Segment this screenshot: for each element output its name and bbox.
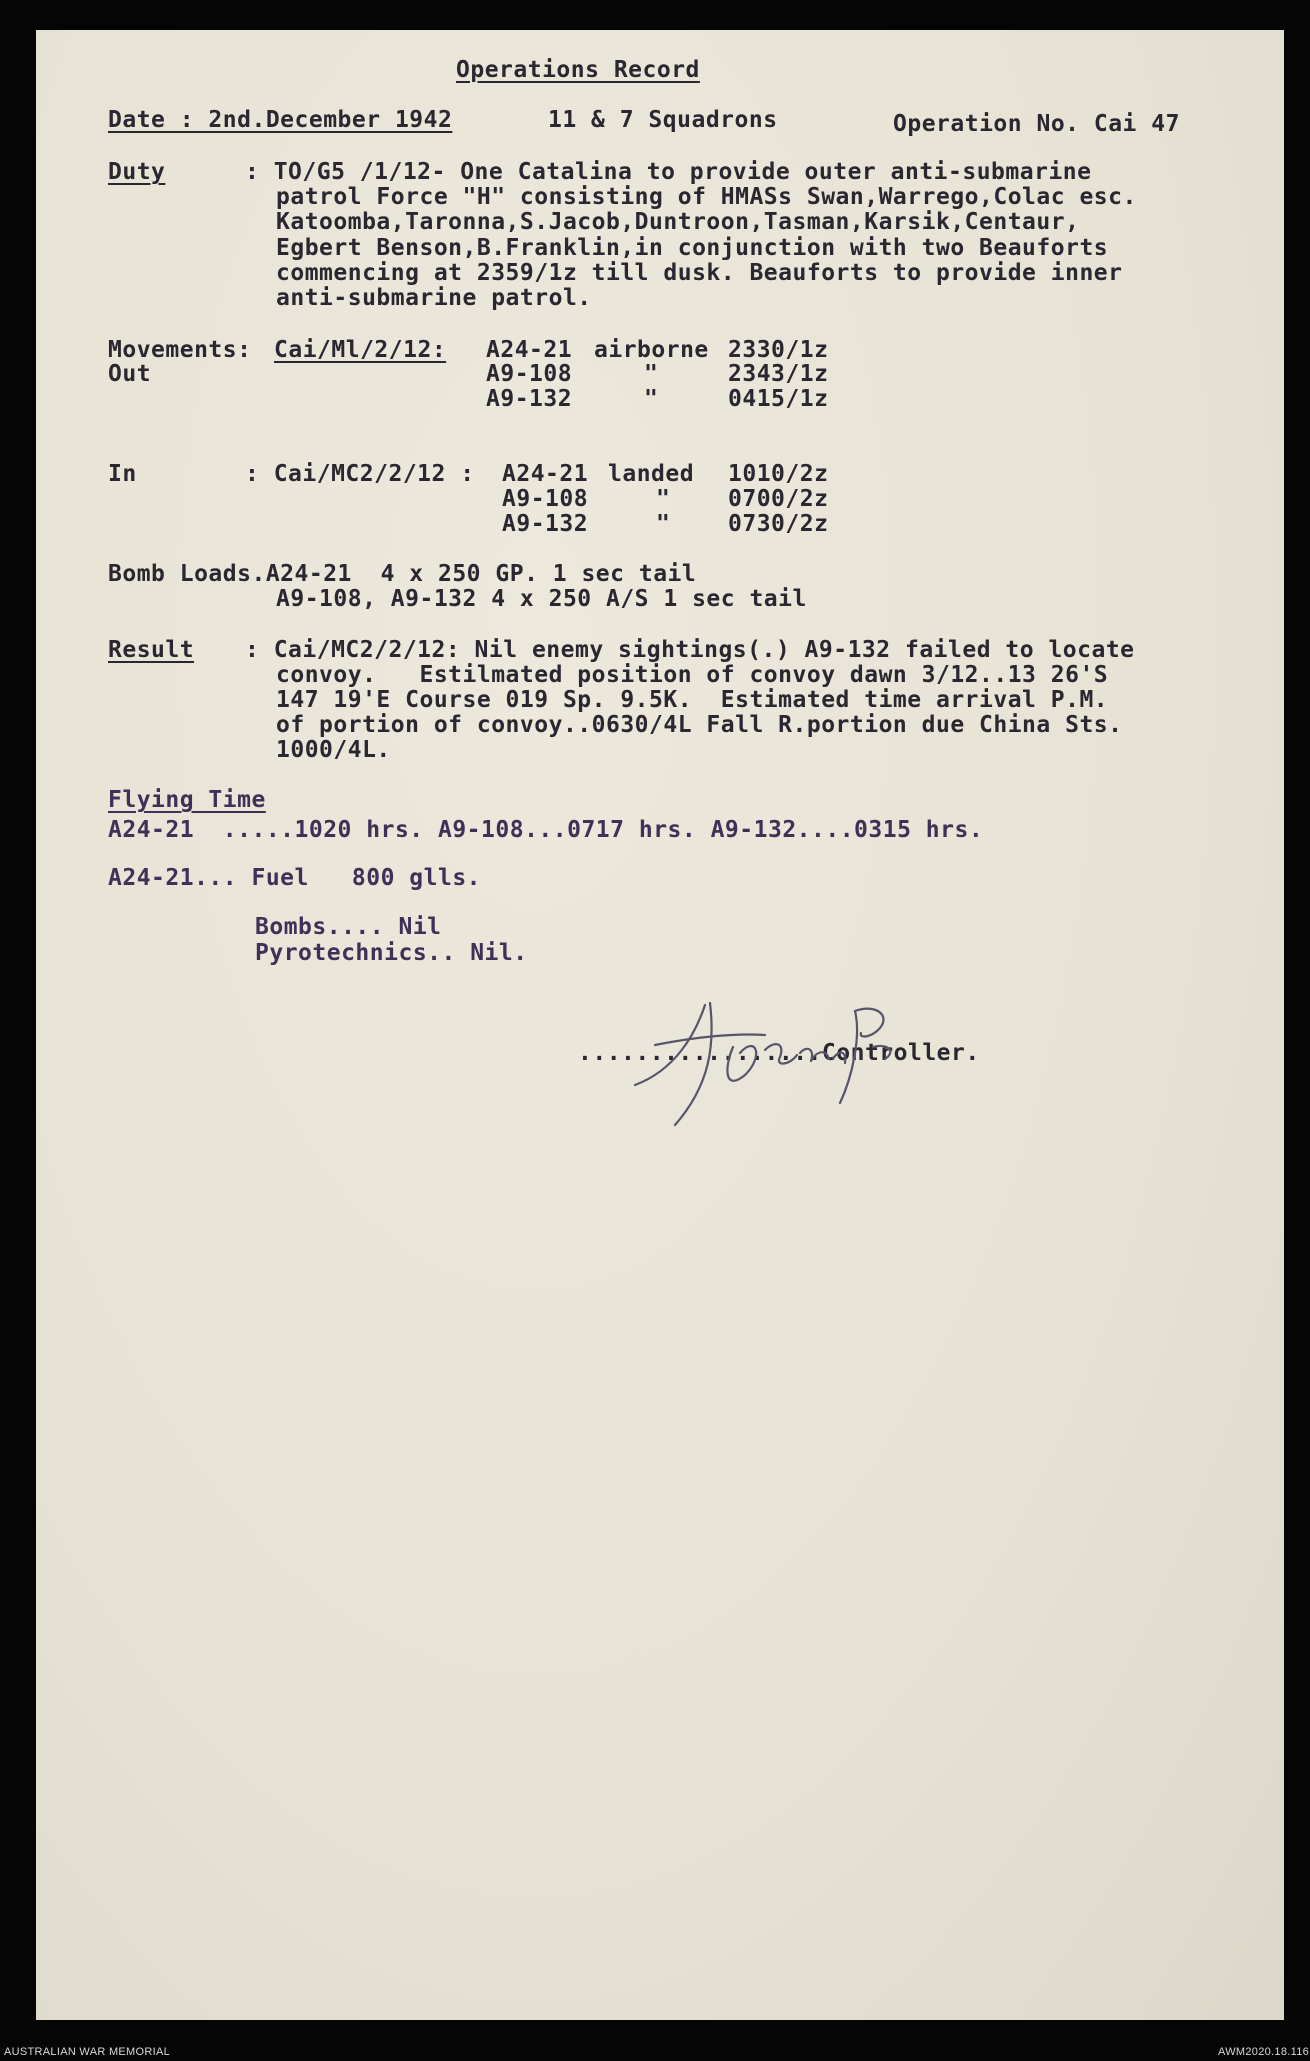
in-aircraft-3: A9-132 <box>502 511 589 537</box>
duty-line-5: commencing at 2359/1z till dusk. Beauforts to provide inner <box>276 260 1123 286</box>
out-aircraft-3: A9-132 <box>486 386 573 412</box>
flying-time-label: Flying Time <box>108 787 266 813</box>
in-status-3: " <box>656 511 671 537</box>
duty-line-3: Katoomba,Taronna,S.Jacob,Duntroon,Tasman,Karsik,Centaur, <box>276 209 1080 235</box>
result-line-2: convoy. Estilmated position of convoy dawn 3/12..13 26'S <box>276 662 1109 688</box>
out-aircraft-1: A24-21 <box>486 337 573 363</box>
in-aircraft-1: A24-21 <box>502 461 589 487</box>
movements-label: Movements: <box>108 337 252 363</box>
duty-line-2: patrol Force "H" consisting of HMASs Swan,Warrego,Colac esc. <box>276 184 1137 210</box>
result-line-4: of portion of convoy..0630/4L Fall R.portion due China Sts. <box>276 712 1123 738</box>
movements-in-ref: : Cai/MC2/2/12 : <box>245 461 475 487</box>
out-time-3: 0415/1z <box>728 386 829 412</box>
result-line-5: 1000/4L. <box>276 737 391 763</box>
out-status-2: " <box>644 361 659 387</box>
bomb-loads-line-2: A9-108, A9-132 4 x 250 A/S 1 sec tail <box>276 586 807 612</box>
out-status-1: airborne <box>594 337 709 363</box>
in-time-3: 0730/2z <box>728 511 829 537</box>
in-status-2: " <box>656 486 671 512</box>
fuel-line: A24-21... Fuel 800 glls. <box>108 865 482 891</box>
out-status-3: " <box>644 386 659 412</box>
movements-out-label: Out <box>108 361 152 387</box>
in-status-1: landed <box>608 461 695 487</box>
in-time-1: 1010/2z <box>728 461 829 487</box>
in-aircraft-2: A9-108 <box>502 486 589 512</box>
in-time-2: 0700/2z <box>728 486 829 512</box>
duty-line-1: : TO/G5 /1/12- One Catalina to provide outer anti-submarine <box>245 159 1092 185</box>
result-label: Result <box>108 637 195 663</box>
document-title: Operations Record <box>456 57 700 83</box>
pyrotechnics-line: Pyrotechnics.. Nil. <box>255 940 528 966</box>
bomb-loads-line-1: Bomb Loads.A24-21 4 x 250 GP. 1 sec tail <box>108 561 697 587</box>
duty-line-4: Egbert Benson,B.Franklin,in conjunction with two Beauforts <box>276 235 1109 261</box>
movements-out-ref: Cai/Ml/2/12: <box>274 337 447 363</box>
out-time-1: 2330/1z <box>728 337 829 363</box>
duty-label: Duty <box>108 159 166 185</box>
result-line-3: 147 19'E Course 019 Sp. 9.5K. Estimated time arrival P.M. <box>276 687 1109 713</box>
footer-left: AUSTRALIAN WAR MEMORIAL <box>4 2046 171 2058</box>
bombs-line: Bombs.... Nil <box>255 914 442 940</box>
flying-time-line: A24-21 .....1020 hrs. A9-108...0717 hrs. A9-132....0315 hrs. <box>108 817 984 843</box>
header-squadrons: 11 & 7 Squadrons <box>548 107 778 133</box>
handwritten-signature <box>615 975 975 1140</box>
footer-right: AWM2020.18.116 <box>1218 2046 1310 2058</box>
movements-in-label: In <box>108 461 137 487</box>
duty-line-6: anti-submarine patrol. <box>276 285 592 311</box>
controller-line: .................Controller. <box>578 1040 980 1066</box>
out-time-2: 2343/1z <box>728 361 829 387</box>
out-aircraft-2: A9-108 <box>486 361 573 387</box>
header-operation: Operation No. Cai 47 <box>893 111 1180 137</box>
result-line-1: : Cai/MC2/2/12: Nil enemy sightings(.) A9-132 failed to locate <box>245 637 1135 663</box>
header-date: Date : 2nd.December 1942 <box>108 107 453 133</box>
